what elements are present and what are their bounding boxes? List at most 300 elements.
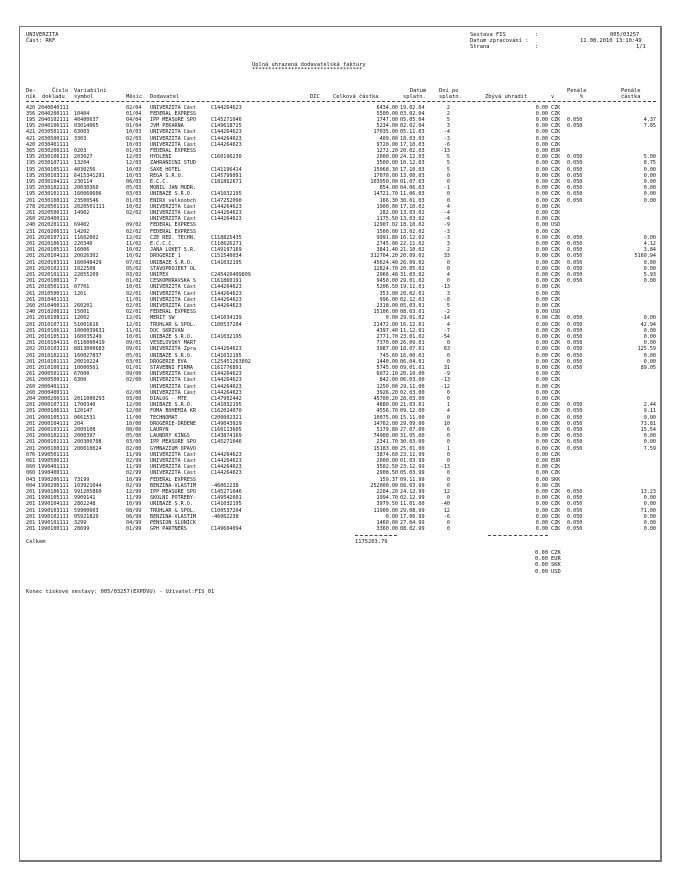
cell-denik: 201 xyxy=(26,364,36,371)
cell-zbyva: 0.00 xyxy=(535,464,548,471)
cell-dni: 0 xyxy=(446,457,450,464)
cell-mesic: 02/01 xyxy=(126,302,142,309)
cell-doklad: 2020400111 xyxy=(38,216,69,223)
cell-datum: 23.01.02 xyxy=(400,333,425,340)
cell-denik: 004 xyxy=(26,482,36,489)
cell-mesic: 05/01 xyxy=(126,352,142,359)
cell-dic: C125451263092 xyxy=(211,358,251,365)
cell-zbyva: 0.00 xyxy=(535,408,548,415)
cell-celkova: 17035.00 xyxy=(373,129,398,136)
cell-dni: 0 xyxy=(446,352,450,359)
cell-doklad: 2030107111 xyxy=(38,160,69,167)
cell-varsym: 103921044 xyxy=(74,482,102,489)
cell-penale-amt: 8.75 xyxy=(643,160,656,167)
cell-dni: 31 xyxy=(443,364,450,371)
col-mesic: Měsíc xyxy=(126,94,143,100)
cell-penale-amt: 5.93 xyxy=(643,271,656,278)
cell-varsym: 0116000419 xyxy=(74,340,105,347)
cell-datum: 06.04.01 xyxy=(400,358,425,365)
cell-mesic: 02/03 xyxy=(126,135,142,142)
cell-dni: 0 xyxy=(446,265,450,272)
cell-celkova: 2745.00 xyxy=(376,240,398,247)
cell-mena: CZK xyxy=(551,433,561,440)
cell-denik: 201 xyxy=(26,495,36,502)
cell-datum: 16.12.01 xyxy=(400,321,425,328)
cell-dni: -54 xyxy=(440,333,450,340)
cell-dic: C245420409809 xyxy=(211,271,251,278)
cell-dodavatel: UNIVERZITA Část xyxy=(150,284,197,291)
cell-dodavatel: GPH PARTNERS xyxy=(150,526,187,533)
cell-doklad: 2010200111 xyxy=(38,309,69,316)
cell-dni: 5 xyxy=(446,166,450,173)
cell-mena: CZK xyxy=(551,482,561,489)
cell-celkova: 3841.40 xyxy=(376,247,398,254)
cell-mesic: 03/00 xyxy=(126,395,142,402)
cell-mena: CZK xyxy=(551,290,561,297)
cell-denik: 201 xyxy=(26,408,36,415)
cell-mesic: 06/03 xyxy=(126,178,142,185)
cell-mesic: 10/99 xyxy=(126,476,142,483)
cell-celkova: 2204.20 xyxy=(376,488,398,495)
cell-mena: CZK xyxy=(551,302,561,309)
cell-penale-pct: 0.050 xyxy=(567,160,583,167)
cell-datum: 02.12.99 xyxy=(400,495,425,502)
cell-dni: 0 xyxy=(446,358,450,365)
cell-dni: -4 xyxy=(443,209,450,216)
cell-dni: 2 xyxy=(446,104,450,111)
cell-doklad: 2030500111 xyxy=(38,135,69,142)
cell-dic: C181862671 xyxy=(211,178,242,185)
cell-celkova: 10075.00 xyxy=(373,414,398,421)
cell-penale-amt: 42.94 xyxy=(640,321,656,328)
cell-dodavatel: UNIVERZITA Část xyxy=(150,203,197,210)
cell-varsym: 1700340 xyxy=(74,402,96,409)
cell-dni: 63 xyxy=(443,346,450,353)
cell-datum: 05.11.03 xyxy=(400,129,425,136)
cell-denik: 195 xyxy=(26,116,36,123)
cell-mesic: 02/04 xyxy=(126,104,142,111)
cell-datum: 24.12.03 xyxy=(400,154,425,161)
cell-denik: 201 xyxy=(26,488,36,495)
cell-dni: 0 xyxy=(446,433,450,440)
cell-zbyva: 0.00 xyxy=(535,383,548,390)
cell-denik: 278 xyxy=(26,203,36,210)
cell-dodavatel: IPP MEASURE SPO xyxy=(150,488,197,495)
cell-denik: 365 xyxy=(26,147,36,154)
cell-mena: CZK xyxy=(551,141,561,148)
cell-penale-pct: 0.050 xyxy=(567,352,583,359)
cell-mena: CZK xyxy=(551,203,561,210)
cell-penale-pct: 0.050 xyxy=(567,526,583,533)
cell-zbyva: 0.00 xyxy=(535,284,548,291)
cell-dic: C145271046 xyxy=(211,439,242,446)
cell-dodavatel: UNIBAZE S.R.O. xyxy=(150,259,193,266)
cell-mesic: 09/01 xyxy=(126,340,142,347)
cell-doklad: 2020100111 xyxy=(38,278,69,285)
cell-dodavatel: MERIT SW xyxy=(150,315,175,322)
cell-datum: 19.11.01 xyxy=(400,284,425,291)
cell-penale-pct: 0.050 xyxy=(567,408,583,415)
cell-doklad: 2030105111 xyxy=(38,166,69,173)
cell-mesic: 03/00 xyxy=(126,439,142,446)
cell-mena: CZK xyxy=(551,402,561,409)
cell-dic: C141032195 xyxy=(211,352,242,359)
cell-zbyva: 0.00 xyxy=(535,147,548,154)
cell-doklad: 1990102111 xyxy=(38,513,69,520)
cell-datum: 17.10.03 xyxy=(400,166,425,173)
cell-dic: C144264623 xyxy=(211,284,242,291)
cell-penale-pct: 0.050 xyxy=(567,278,583,285)
cell-doklad: 1990501111 xyxy=(38,451,69,458)
cell-dodavatel: UNIVERZITA Část xyxy=(150,377,197,384)
cell-penale-amt: 0.00 xyxy=(643,513,656,520)
cell-dodavatel: LAURYN xyxy=(150,426,169,433)
cell-zbyva: 0.00 xyxy=(535,290,548,297)
cell-zbyva: 0.00 xyxy=(535,216,548,223)
cell-dni: 5 xyxy=(446,116,450,123)
cell-celkova: 9450.00 xyxy=(376,278,398,285)
cell-celkova: 166.30 xyxy=(379,197,398,204)
cell-datum: 29.08.99 xyxy=(400,507,425,514)
cell-doklad: 2030106111 xyxy=(38,154,69,161)
col-dni-1: Dní po xyxy=(439,88,459,94)
col-denik-1: De- xyxy=(26,88,36,94)
cell-dni: 0 xyxy=(446,414,450,421)
cell-denik: 201 xyxy=(26,265,36,272)
cell-datum: 23.12.99 xyxy=(400,464,425,471)
cell-mesic: 01/02 xyxy=(126,278,142,285)
cell-dni: 1 xyxy=(446,402,450,409)
cell-mena: CZK xyxy=(551,352,561,359)
cell-doklad: 2000106111 xyxy=(38,408,69,415)
cell-datum: 21.03.01 xyxy=(400,402,425,409)
cell-zbyva: 0.00 xyxy=(535,166,548,173)
cell-penale-pct: 0.050 xyxy=(567,191,583,198)
cell-datum: 17.06.99 xyxy=(400,513,425,520)
cell-datum: 31.03.02 xyxy=(400,271,425,278)
cell-dodavatel: SKOLNI POTREBY- xyxy=(150,495,197,502)
cell-mesic: 08/00 xyxy=(126,426,142,433)
cell-doklad: 2010107111 xyxy=(38,321,69,328)
cell-dni: 0 xyxy=(446,476,450,483)
cell-celkova: 74900.00 xyxy=(373,433,398,440)
cell-denik: 201 xyxy=(26,414,36,421)
cell-dni: -9 xyxy=(443,222,450,229)
cell-denik: 201 xyxy=(26,278,36,285)
cell-mesic: 10/02 xyxy=(126,203,142,210)
cell-mesic: 10/01 xyxy=(126,333,142,340)
cell-penale-pct: 0.050 xyxy=(567,333,583,340)
cell-datum: 08.03.01 xyxy=(400,309,425,316)
cell-doklad: 2020106111 xyxy=(38,240,69,247)
cell-doklad: 2000501111 xyxy=(38,371,69,378)
cell-dic: C149604094 xyxy=(211,526,242,533)
cell-doklad: 2020201111 xyxy=(38,222,69,229)
cell-mesic: 02/99 xyxy=(126,470,142,477)
report-label: Sestava FIS xyxy=(470,32,506,38)
cell-doklad: 2010102111 xyxy=(38,352,69,359)
cell-mena: CZK xyxy=(551,154,561,161)
cell-varsym: 20026302 xyxy=(74,253,99,260)
cell-datum: 29.11.00 xyxy=(400,383,425,390)
cell-celkova: 3979.50 xyxy=(376,501,398,508)
cell-varsym: 11602002 xyxy=(74,234,99,241)
cell-datum: 18.07.01 xyxy=(400,346,425,353)
cell-mena: CZK xyxy=(551,364,561,371)
cell-celkova: 3360.00 xyxy=(376,526,398,533)
cell-penale-pct: 0.050 xyxy=(567,358,583,365)
cell-celkova: 1440.00 xyxy=(376,358,398,365)
cell-mena: CZK xyxy=(551,445,561,452)
cell-celkova: 3987.00 xyxy=(376,346,398,353)
cell-penale-amt: 13.23 xyxy=(640,488,656,495)
cell-denik: 201 xyxy=(26,253,36,260)
cell-doklad: 2000104111 xyxy=(38,420,69,427)
cell-datum: 08.03.99 xyxy=(400,482,425,489)
cell-penale-amt: 0.00 xyxy=(643,495,656,502)
cell-mena: CZK xyxy=(551,271,561,278)
cell-celkova: 1500.00 xyxy=(376,228,398,235)
cell-dni: -6 xyxy=(443,513,450,520)
cell-doklad: 1990200111 xyxy=(38,476,69,483)
cell-zbyva: 0.00 xyxy=(535,526,548,533)
cell-mena: CZK xyxy=(551,178,561,185)
cell-celkova: 4880.00 xyxy=(376,402,398,409)
cell-doklad: 2020102111 xyxy=(38,265,69,272)
cell-mesic: 12/01 xyxy=(126,315,142,322)
cell-zbyva: 0.00 xyxy=(535,197,548,204)
cell-mesic: 02/99 xyxy=(126,482,142,489)
cell-dni: 1 xyxy=(446,445,450,452)
cell-doklad: 1990400111 xyxy=(38,470,69,477)
cell-dni: 6 xyxy=(446,426,450,433)
cell-mesic: 11/01 xyxy=(126,327,142,334)
cell-dic: C145271046 xyxy=(211,488,242,495)
cell-datum: 05.03.01 xyxy=(400,302,425,309)
cell-mena: CZK xyxy=(551,519,561,526)
cell-mena: CZK xyxy=(551,470,561,477)
table-row xyxy=(0,526,680,532)
cell-dic: C141032195 xyxy=(211,259,242,266)
cell-datum: 09.01.01 xyxy=(400,364,425,371)
cell-celkova: 11900.00 xyxy=(373,507,398,514)
cell-zbyva: 0.00 xyxy=(535,371,548,378)
cell-dic: C141032195 xyxy=(211,501,242,508)
remaining-amount: 0.00 xyxy=(535,550,548,556)
cell-denik: 201 xyxy=(26,259,36,266)
cell-mesic: 11/02 xyxy=(126,240,142,247)
cell-penale-amt: 0.00 xyxy=(643,278,656,285)
cell-doklad: 2020101111 xyxy=(38,271,69,278)
cell-datum: 11.12.01 xyxy=(400,327,425,334)
cell-denik: 195 xyxy=(26,191,36,198)
cell-denik: 201 xyxy=(26,352,36,359)
cell-denik: 201 xyxy=(26,426,36,433)
cell-celkova: 45700.20 xyxy=(373,395,398,402)
cell-dni: 0 xyxy=(446,178,450,185)
cell-dodavatel: UNIVERZITA Část xyxy=(150,129,197,136)
cell-mena: USD xyxy=(551,222,561,229)
remaining-currency: USD xyxy=(551,568,561,575)
col-dic: DIC xyxy=(310,94,320,100)
cell-zbyva: 0.00 xyxy=(535,395,548,402)
cell-zbyva: 0.00 xyxy=(535,426,548,433)
cell-dni: -12 xyxy=(440,383,450,390)
cell-celkova: 1460.00 xyxy=(376,519,398,526)
cell-doklad: 2000101111 xyxy=(38,439,69,446)
cell-mesic: 06/99 xyxy=(126,513,142,520)
cell-dic: -46062238 xyxy=(211,482,239,489)
cell-varsym: 40400637 xyxy=(74,116,99,123)
report-colon: : xyxy=(535,32,539,38)
cell-zbyva: 0.00 xyxy=(535,154,548,161)
cell-datum: 05.03.99 xyxy=(400,470,425,477)
cell-denik: 201 xyxy=(26,513,36,520)
cell-celkova: 3500.00 xyxy=(376,160,398,167)
cell-denik: 260 xyxy=(26,383,36,390)
cell-zbyva: 0.00 xyxy=(535,358,548,365)
cell-denik: 201 xyxy=(26,240,36,247)
cell-penale-pct: 0.050 xyxy=(567,507,583,514)
cell-dni: 0 xyxy=(446,526,450,533)
cell-mesic: 01/03 xyxy=(126,147,142,154)
cell-mesic: 11/01 xyxy=(126,296,142,303)
cell-mena: CZK xyxy=(551,123,561,130)
cell-varsym: 160048429 xyxy=(74,259,102,266)
report-title-underline: ********************************** xyxy=(252,67,363,73)
cell-penale-pct: 0.050 xyxy=(567,402,583,409)
cell-penale-amt: 5160.94 xyxy=(634,253,656,260)
cell-varsym: 7 xyxy=(74,278,78,285)
cell-dodavatel: CZE RED. TECHN. xyxy=(150,234,197,241)
cell-penale-amt: 0.00 xyxy=(643,197,656,204)
cell-mesic: 03/03 xyxy=(126,191,142,198)
cell-mesic: 01/99 xyxy=(126,526,142,533)
cell-dic: C145271046 xyxy=(211,116,242,123)
cell-denik: 195 xyxy=(26,160,36,167)
cell-mena: CZK xyxy=(551,278,561,285)
cell-zbyva: 0.00 xyxy=(535,278,548,285)
cell-datum: 30.03.00 xyxy=(400,439,425,446)
cell-doklad: 1990100111 xyxy=(38,526,69,533)
cell-dodavatel: ZAHRANICNI STUD xyxy=(150,160,197,167)
cell-datum: 06.03.00 xyxy=(400,377,425,384)
cell-dni: 3 xyxy=(446,290,450,297)
cell-denik: 060 xyxy=(26,464,36,471)
cell-mena: CZK xyxy=(551,340,561,347)
cell-dni: -2 xyxy=(443,309,450,316)
cell-varsym: 20010224 xyxy=(74,358,99,365)
cell-mesic: 05/02 xyxy=(126,265,142,272)
cell-celkova: 1272.20 xyxy=(376,147,398,154)
cell-dic: C144264623 xyxy=(211,104,242,111)
cell-datum: 19.02.04 xyxy=(400,104,425,111)
cell-penale-pct: 0.050 xyxy=(567,364,583,371)
cell-mena: EUR xyxy=(551,457,561,464)
cell-datum: 01.07.03 xyxy=(400,178,425,185)
cell-mesic: 01/04 xyxy=(126,110,142,117)
cell-penale-pct: 0.050 xyxy=(567,519,583,526)
cell-penale-amt: 5.00 xyxy=(643,154,656,161)
cell-dic: C144264623 xyxy=(211,451,242,458)
cell-dic: C118825435 xyxy=(211,234,242,241)
cell-datum: 10.12.03 xyxy=(400,160,425,167)
cell-dic: C143874169 xyxy=(211,433,242,440)
cell-dni: 0 xyxy=(446,495,450,502)
cell-dni: -3 xyxy=(443,135,450,142)
cell-varsym: 20699 xyxy=(74,526,90,533)
cell-penale-pct: 0.050 xyxy=(567,116,583,123)
cell-dic: C100537204 xyxy=(211,321,242,328)
cell-dodavatel: UNIVERZITA Část xyxy=(150,470,197,477)
cell-zbyva: 0.00 xyxy=(535,439,548,446)
cell-penale-pct: 0.050 xyxy=(567,340,583,347)
col-penale-amt-2: částka xyxy=(621,94,641,100)
cell-dic: C144264623 xyxy=(211,377,242,384)
cell-varsym: 3299 xyxy=(74,519,87,526)
cell-varsym: 8813000683 xyxy=(74,346,105,353)
cell-dic: C161860191 xyxy=(211,278,242,285)
cell-mesic: 03/02 xyxy=(126,271,142,278)
cell-mena: CZK xyxy=(551,172,561,179)
cell-datum: 26.09.02 xyxy=(400,259,425,266)
cell-celkova: 15183.00 xyxy=(373,445,398,452)
cell-penale-pct: 0.050 xyxy=(567,154,583,161)
cell-datum: 29.01.02 xyxy=(400,315,425,322)
cell-mesic: 02/00 xyxy=(126,389,142,396)
cell-varsym: 51001616 xyxy=(74,321,99,328)
cell-zbyva: 0.00 xyxy=(535,178,548,185)
cell-mesic: 11/99 xyxy=(126,464,142,471)
cell-celkova: 0.00 xyxy=(385,315,398,322)
cell-celkova: 1900.00 xyxy=(376,203,398,210)
cell-denik: 202 xyxy=(26,346,36,353)
cell-mena: CZK xyxy=(551,408,561,415)
cell-datum: 20.10.00 xyxy=(400,371,425,378)
cell-zbyva: 0.00 xyxy=(535,302,548,309)
cell-penale-amt: 0.00 xyxy=(643,185,656,192)
cell-varsym: 2011000293 xyxy=(74,395,105,402)
cell-varsym: 230114 xyxy=(74,178,93,185)
cell-doklad: 2000401111 xyxy=(38,383,69,390)
page-number: 1/1 xyxy=(636,44,646,50)
cell-varsym: 1000039631 xyxy=(74,327,105,334)
cell-datum: 26.09.01 xyxy=(400,340,425,347)
cell-dni: 0 xyxy=(446,191,450,198)
cell-denik: 356 xyxy=(26,110,36,117)
cell-varsym: 160027837 xyxy=(74,352,102,359)
cell-mena: CZK xyxy=(551,135,561,142)
cell-varsym: 6415341291 xyxy=(74,172,105,179)
cell-celkova: 6072.10 xyxy=(376,371,398,378)
cell-dodavatel: ENIRX velkoobch xyxy=(150,197,197,204)
cell-penale-amt: 89.05 xyxy=(640,364,656,371)
cell-penale-pct: 0.050 xyxy=(567,240,583,247)
org-name: UNIVERZITA xyxy=(26,32,59,38)
cell-mena: CZK xyxy=(551,358,561,365)
cell-dni: 2 xyxy=(446,110,450,117)
cell-dodavatel: UNIVERZITA Část xyxy=(150,457,197,464)
cell-doklad: 2010103111 xyxy=(38,346,69,353)
cell-dni: -6 xyxy=(443,141,450,148)
cell-celkova: 103950.00 xyxy=(370,178,398,185)
cell-doklad: 2030101111 xyxy=(38,191,69,198)
cell-denik: 260 xyxy=(26,302,36,309)
cell-dic: C144264623 xyxy=(211,383,242,390)
cell-varsym: 03014065 xyxy=(74,123,99,130)
cell-doklad: 2020501111 xyxy=(38,203,69,210)
cell-dodavatel: UNIVERZITA Část xyxy=(150,104,197,111)
